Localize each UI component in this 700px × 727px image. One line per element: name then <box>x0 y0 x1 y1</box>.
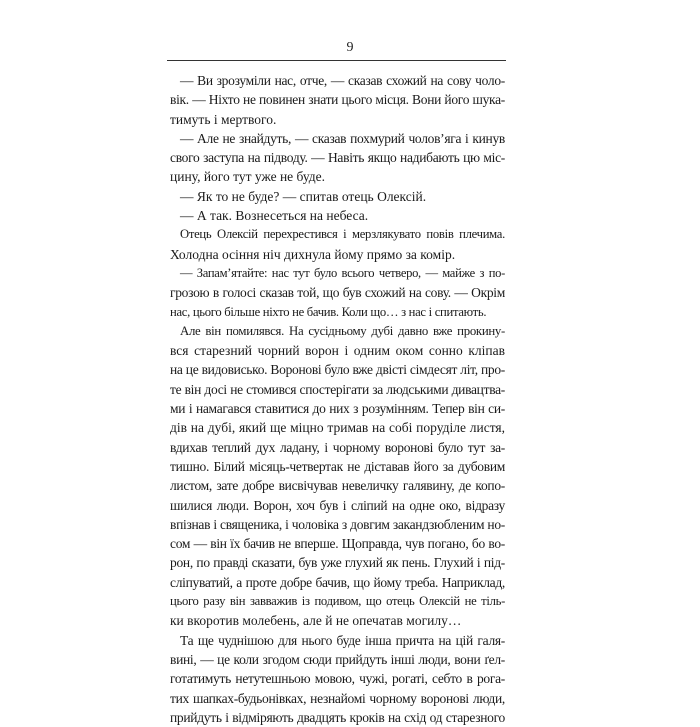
text-line: прийдуть і відміряють двадцять кроків на схід од старезного <box>170 709 505 725</box>
text-line: свого заступа на підводу. — Навіть якщо надибають цю міс- <box>170 150 505 166</box>
text-line: тишно. Білий місяць-четвертак не діставав його за дубовим <box>170 458 505 474</box>
paragraph <box>170 187 505 206</box>
text-line: нас, цього більше ніхто не бачив. Коли що… з нас і спитають. <box>170 304 487 319</box>
text-line: готатимуть нетутешньою мовою, чужі, рогаті, себто в рога- <box>170 671 505 687</box>
text-line: Та ще чуднішою для нього буде інша причта на цій галя- <box>180 632 505 648</box>
paragraph <box>170 264 505 322</box>
text-line: грозою в голосі сказав той, що був схожий на сову. — Окрім <box>170 285 505 301</box>
text-line: — Як то не буде? — спитав отець Олексій. <box>180 188 427 204</box>
text-line: шилися люди. Ворон, хоч був і сліпий на одне око, відразу <box>170 497 505 513</box>
text-line: листом, зате добре висвічував невеличку галявину, де копо- <box>170 478 505 494</box>
text-line: впізнав і священика, і чоловіка з довгим закандзюбленим но- <box>170 516 505 532</box>
text-line: Отець Олексій перехрестився і мерзлякувато повів плечима. <box>180 227 505 242</box>
text-line: тих шапках-будьонівках, незнайомі чорному воронові люди, <box>170 690 505 706</box>
text-line: на це видовисько. Воронові було вже двісті сімдесят літ, про- <box>170 362 505 378</box>
text-line: сліпуватий, а проте добре бачив, що йому треба. Наприклад, <box>170 574 505 590</box>
text-line: вині, — це коли згодом сюди прийдуть інші люди, вони ґел- <box>170 651 505 667</box>
paragraph <box>170 322 505 631</box>
text-line: тимуть і мертвого. <box>170 111 277 127</box>
text-line: цину, його тут уже не буде. <box>170 169 326 185</box>
text-line: рон, по правді сказати, був уже глухий як пень. Глухий і під- <box>170 555 505 571</box>
paragraph <box>170 225 505 264</box>
paragraph <box>170 206 505 225</box>
text-line: вдихав теплий дух ладану, і чорному воронові було тут за- <box>170 439 505 455</box>
text-line: — А так. Вознесеться на небеса. <box>180 208 369 224</box>
text-line: — Ви зрозуміли нас, отче, — сказав схожий на сову чоло- <box>180 73 505 88</box>
text-line: сом — він їх бачив не вперше. Щоправда, чув погано, бо во- <box>170 536 505 552</box>
text-line: Але він помилявся. На сусідньому дубі давно вже прокину- <box>180 323 505 338</box>
paragraph <box>170 631 505 727</box>
text-line: ки вкоротив молебень, але й не опечатав могилу… <box>170 613 462 629</box>
text-line: вся старезний чорний ворон і одним оком сонно кліпав <box>170 343 505 359</box>
text-line: — Запам’ятайте: нас тут було всього четверо, — майже з по- <box>180 265 505 280</box>
paragraph <box>170 129 505 187</box>
text-line: дів на дубі, який ще міцно тримав на собі поруділе листя, <box>170 420 505 436</box>
text-line: те він досі не стомився спостерігати за людськими дивацтва- <box>170 381 505 397</box>
paragraph <box>170 71 505 129</box>
header-rule <box>167 60 506 61</box>
page-body-text <box>170 71 505 727</box>
page-number: 9 <box>346 40 354 55</box>
text-line: Холодна осіння ніч дихнула йому прямо за комір. <box>170 246 456 262</box>
text-line: ми і намагався ставитися до них з розумінням. Тепер він си- <box>170 401 505 417</box>
text-line: вік. — Ніхто не повинен знати цього місця. Вони його шука- <box>170 92 505 108</box>
text-line: — Але не знайдуть, — сказав похмурий чолов’яга і кинув <box>180 130 505 146</box>
text-line: цього разу він завважив із подивом, що отець Олексій не тіль- <box>170 594 505 609</box>
